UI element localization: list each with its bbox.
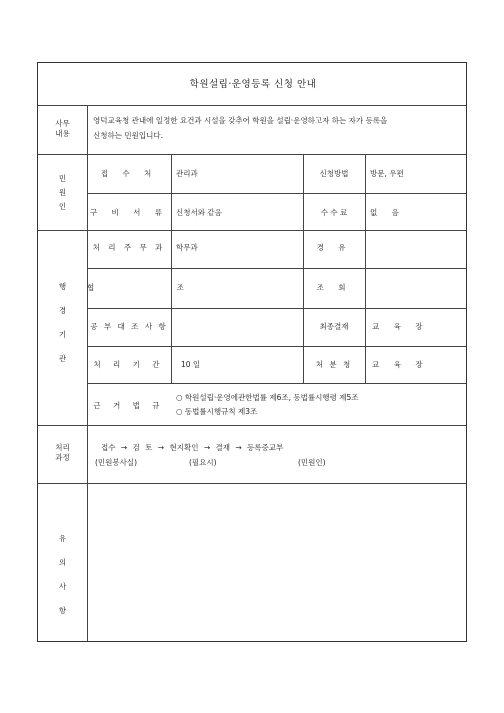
disposition-value: 교 육 장 [372,360,429,369]
page-title: 학원설립·운영등록 신청 안내 [189,79,317,90]
office-work-description: 영덕교육청 관내에 일정한 요건과 시설을 갖추어 학원을 설립·운영하고자 하는 자가 등록을 [93,116,388,125]
process-step-note: (필요시) [189,458,217,467]
divider [38,105,466,106]
civil-applicant-label: 민 원 인 [58,174,67,211]
process-label: 처리 과정 [55,443,70,462]
fee-value: 없 음 [370,208,405,217]
process-step-note: (민원인) [298,458,326,467]
method-label: 신청방법 [319,169,349,178]
divider [38,425,466,426]
cooperation-label: 협 조 [87,283,224,292]
divider [87,346,466,347]
process-step-note: (민원봉사실) [95,458,138,467]
process-steps: 접수 → 검 토 → 현지확인 → 결재 → 등록증교부 [101,443,284,452]
documents-label: 구 비 서 류 [89,208,169,217]
column-divider [365,154,366,383]
public-review-label: 공 부 대 조 사 항 [90,322,168,331]
dept-value: 학무과 [176,243,198,252]
form-sheet [37,62,467,642]
final-approval-label: 최종결재 [319,322,349,331]
reception-label: 접 수 처 [100,169,158,178]
divider [87,383,466,384]
period-value: 10 일 [181,360,201,369]
column-divider [87,105,88,641]
dept-label: 처 리 주 무 과 [92,243,166,252]
divider [87,193,466,194]
administrative-agency-label: 행 경 기 관 [58,282,67,363]
basis-label: 근 거 법 규 [93,401,165,410]
disposition-label: 처 분 청 [315,360,353,369]
office-work-label: 사무 내용 [55,119,70,138]
notes-label: 유 의 사 항 [58,534,67,615]
period-label: 처 리 기 간 [93,360,165,369]
column-divider [171,154,172,383]
method-value: 방문, 우편 [370,169,404,178]
divider [38,230,466,231]
divider [87,268,466,269]
fee-label: 수 수 료 [320,208,348,217]
inquiry-label: 조 회 [316,283,352,292]
reception-value: 관리과 [176,169,198,178]
divider [38,483,466,484]
divider [38,154,466,155]
documents-value: 신청서와 같음 [176,208,222,217]
divider [87,308,466,309]
basis-item: ○ 학원설립·운영에관한법률 제6조, 동법률시행령 제5조 [176,393,359,402]
basis-item: ○ 동법률시행규칙 제3조 [176,407,258,416]
via-label: 경 유 [316,243,352,252]
office-work-description: 신청하는 민원입니다. [93,131,163,140]
column-divider [303,154,304,383]
final-approval-value: 교 육 장 [372,322,429,331]
